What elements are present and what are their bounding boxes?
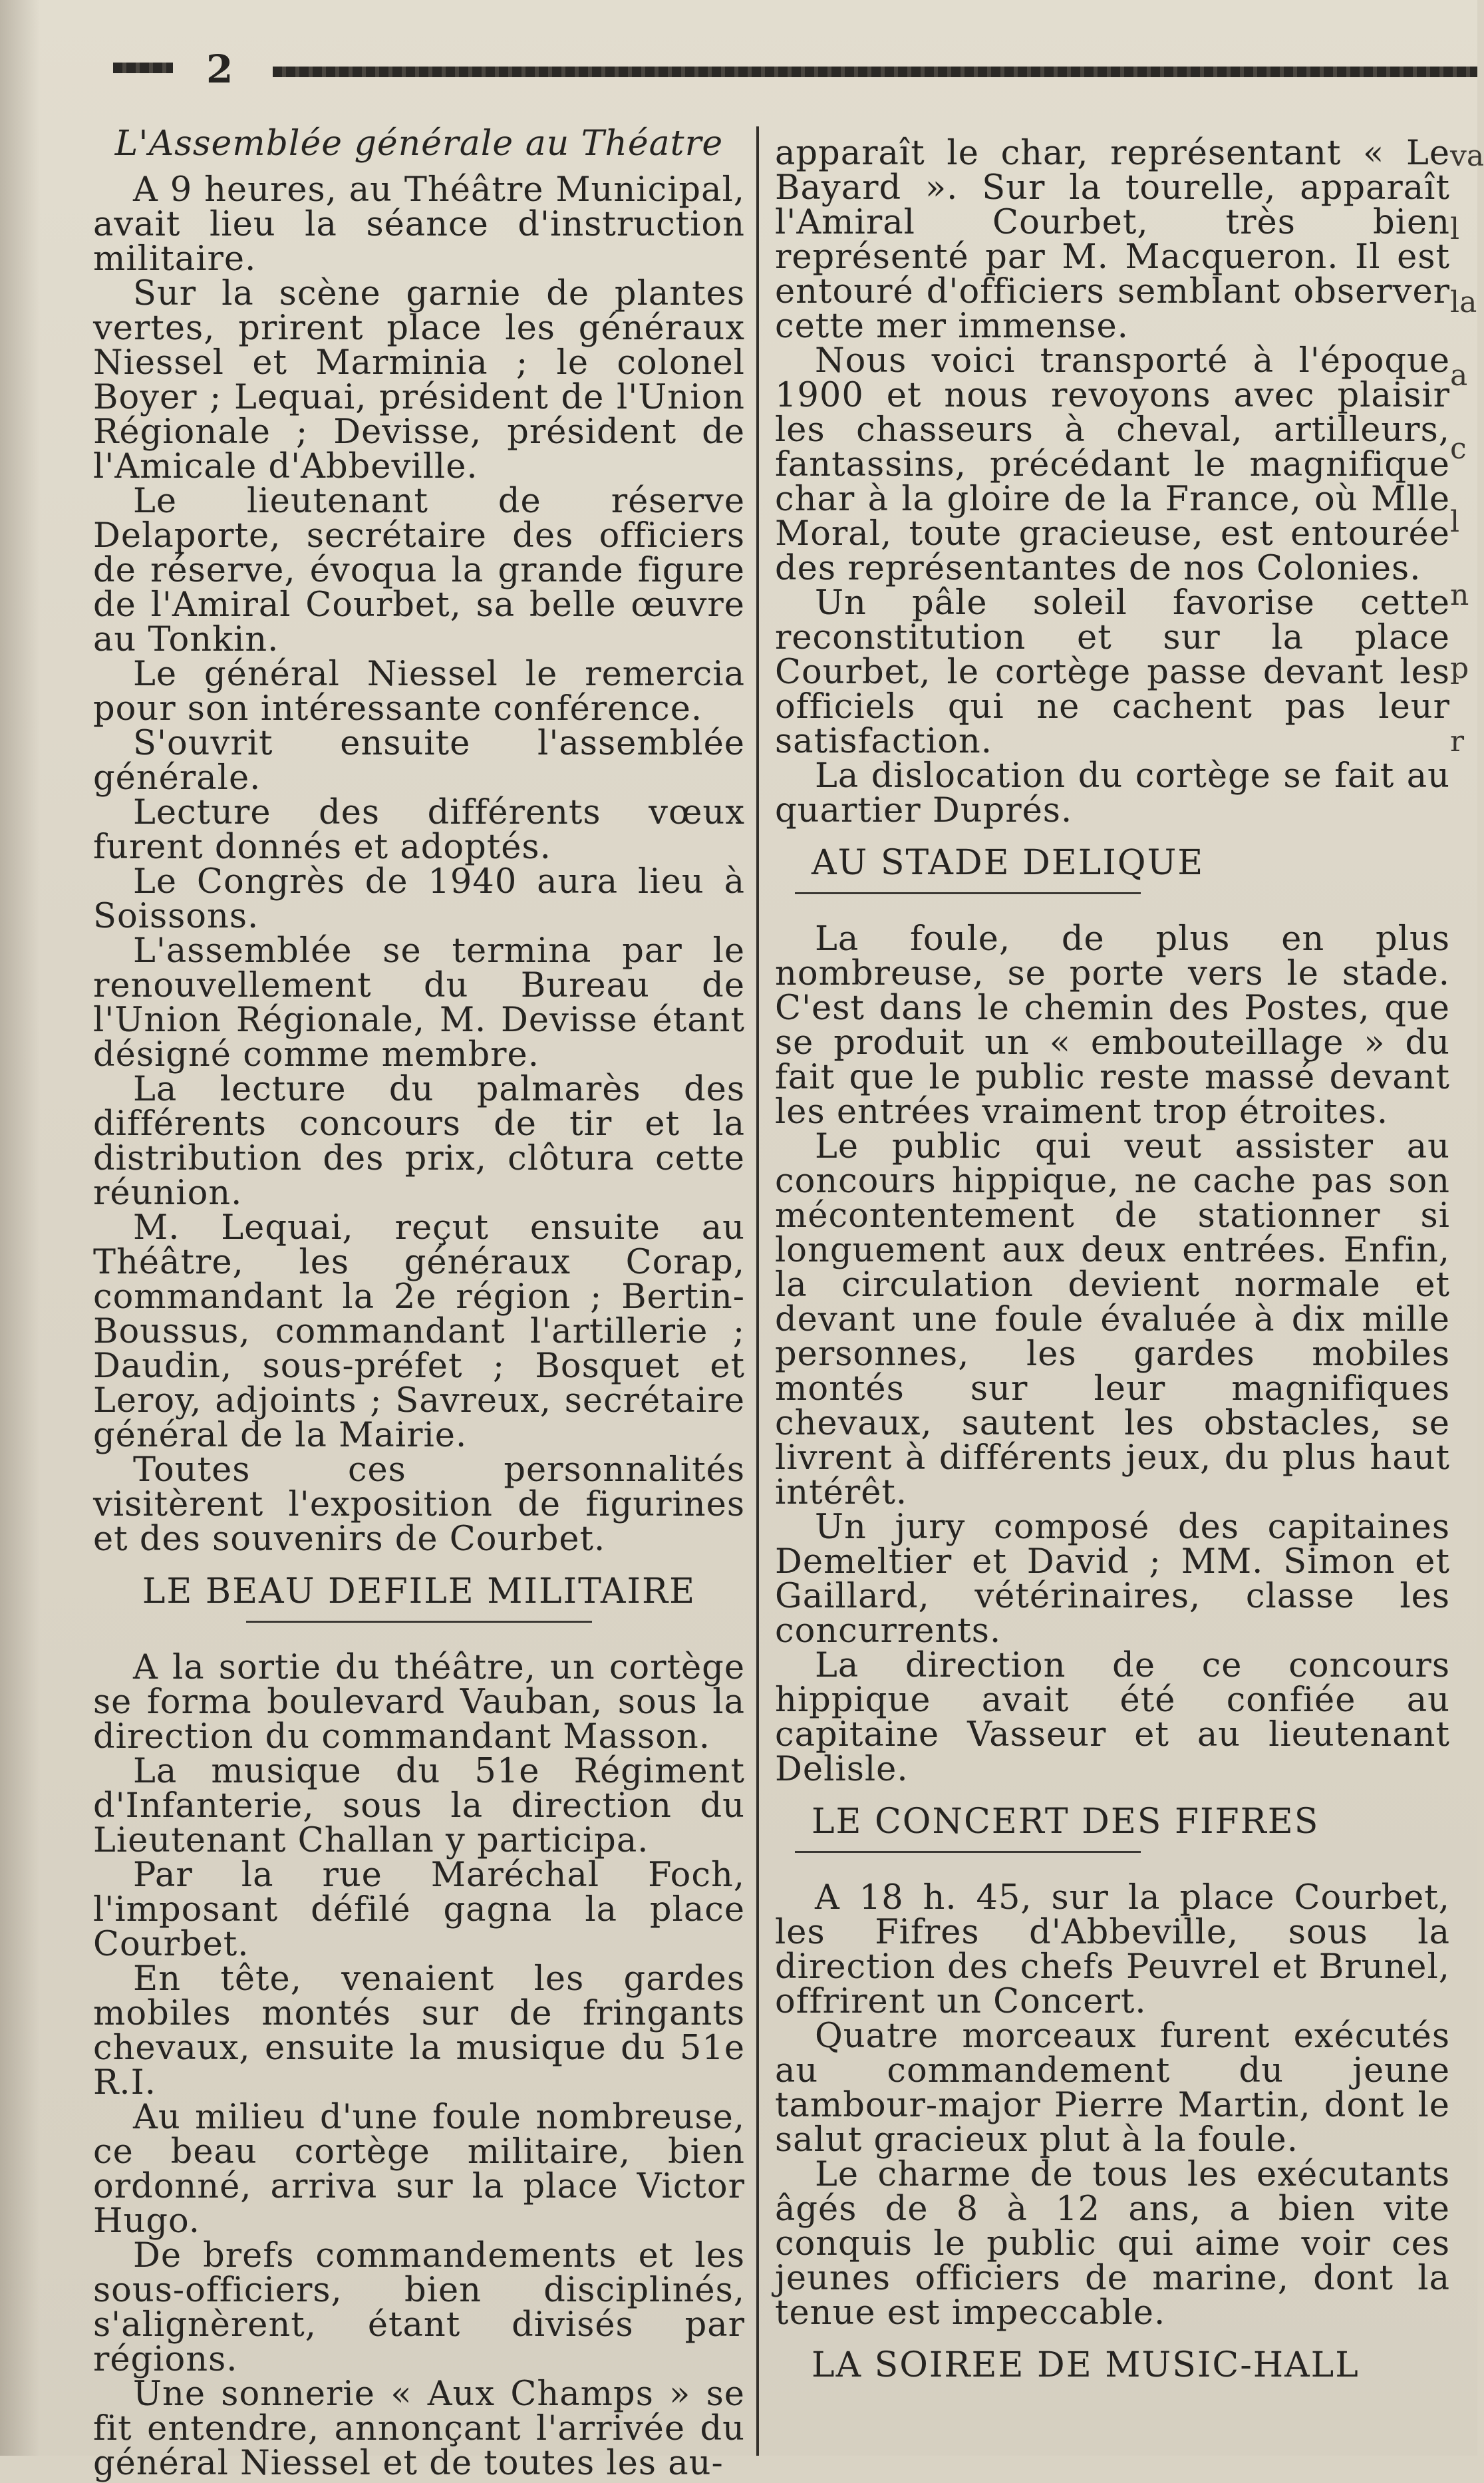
- paragraph: La foule, de plus en plus nombreuse, se porte vers le stade. C'est dans le chemin des Postes, que se produit un « embouteillage » du fait que le public reste massé devant les entrées vraiment trop étroites.: [775, 919, 1450, 1132]
- paragraph: La direction de ce concours hippique avait été confiée au capitaine Vasseur et au lieutenant Delisle.: [775, 1646, 1450, 1789]
- section-continued-body: [775, 136, 1450, 828]
- paragraph: A la sortie du théâtre, un cortège se forma boulevard Vauban, sous la direction du commandant Masson.: [93, 1648, 745, 1756]
- section-title-music-hall: LA SOIREE DE MUSIC-HALL: [812, 2345, 1360, 2385]
- section-rule: [246, 1621, 592, 1623]
- paragraph: La musique du 51e Régiment d'Infanterie, sous la direction du Lieutenant Challan y participa.: [93, 1752, 745, 1860]
- paragraph: Le lieutenant de réserve Delaporte, secrétaire des officiers de réserve, évoqua la grande figure de l'Amiral Courbet, sa belle œuvre au Tonkin.: [93, 482, 745, 659]
- edge-fragment-text: l: [1450, 212, 1460, 246]
- paragraph: La dislocation du cortège se fait au quartier Duprés.: [775, 756, 1450, 830]
- paragraph: A 9 heures, au Théâtre Municipal, avait lieu la séance d'instruction militaire.: [93, 170, 745, 279]
- paragraph: Lecture des différents vœux furent donnés et adoptés.: [93, 793, 745, 867]
- paragraph: En tête, venaient les gardes mobiles montés sur de fringants chevaux, ensuite la musique du 51e R.I.: [93, 1959, 745, 2102]
- edge-fragment-text: n: [1450, 578, 1469, 612]
- paragraph: Le Congrès de 1940 aura lieu à Soissons.: [93, 862, 745, 936]
- edge-fragment-text: a: [1450, 359, 1468, 393]
- paragraph: De brefs commandements et les sous-officiers, bien disciplinés, s'alignèrent, étant divisés par régions.: [93, 2236, 745, 2379]
- edge-fragment-text: p: [1450, 651, 1469, 685]
- section-rule: [795, 1851, 1141, 1853]
- paragraph: Nous voici transporté à l'époque 1900 et nous revoyons avec plaisir les chasseurs à cheval, artilleurs, fantassins, précédant le magnifique char à la gloire de la France, où Mlle Moral, toute gracieuse, est entourée des représentantes de nos Colonies.: [775, 341, 1450, 588]
- section-title-assemblee: L'Assemblée générale au Théatre: [114, 124, 724, 164]
- column-divider: [756, 126, 759, 2456]
- section-title-stade: AU STADE DELIQUE: [812, 843, 1205, 883]
- paragraph: L'assemblée se termina par le renouvellement du Bureau de l'Union Régionale, M. Devisse étant désigné comme membre.: [93, 931, 745, 1075]
- edge-fragment-text: r: [1450, 725, 1465, 758]
- paragraph: Une sonnerie « Aux Champs » se fit entendre, annonçant l'arrivée du général Niessel et de toutes les au-: [93, 2375, 745, 2483]
- paragraph: Un jury composé des capitaines Demeltier et David ; MM. Simon et Gaillard, vétérinaires, classe les concurrents.: [775, 1508, 1450, 1651]
- section-defile-body: [93, 1648, 745, 2483]
- page-fold-shadow: [0, 0, 40, 2456]
- paragraph: A 18 h. 45, sur la place Courbet, les Fifres d'Abbeville, sous la direction des chefs Peuvrel et Brunel, offrirent un Concert.: [775, 1878, 1450, 2021]
- section-rule: [795, 892, 1141, 894]
- section-title-fifres: LE CONCERT DES FIFRES: [812, 1802, 1320, 1842]
- column-right: [775, 136, 1450, 2395]
- paragraph: Au milieu d'une foule nombreuse, ce beau cortège militaire, bien ordonné, arriva sur la place Victor Hugo.: [93, 2098, 745, 2241]
- header-rule-left: [113, 63, 173, 73]
- section-title-defile: LE BEAU DEFILE MILITAIRE: [142, 1572, 696, 1611]
- section-stade-body: [775, 919, 1450, 1789]
- paragraph: Sur la scène garnie de plantes vertes, prirent place les généraux Niessel et Marminia ; le colonel Boyer ; Lequai, président de l'Union Régionale ; Devisse, président de l'Amicale d'Abbeville.: [93, 274, 745, 486]
- edge-fragment-text: va: [1450, 139, 1484, 173]
- edge-fragment-text: l: [1450, 505, 1460, 539]
- paragraph: Le public qui veut assister au concours hippique, ne cache pas son mécontentement de stationner si longuement aux deux entrées. Enfin, la circulation devient normale et devant une foule évaluée à dix mille personnes, les gardes mobiles montés sur leur magnifiques chevaux, sautent les obstacles, se livrent à différents jeux, du plus haut intérêt.: [775, 1127, 1450, 1512]
- edge-fragment-text: c: [1450, 432, 1467, 466]
- page-header: [113, 47, 1477, 92]
- paragraph: Quatre morceaux furent exécutés au commandement du jeune tambour-major Pierre Martin, dont le salut gracieux plut à la foule.: [775, 2017, 1450, 2160]
- paragraph: M. Lequai, reçut ensuite au Théâtre, les généraux Corap, commandant la 2e région ; Bertin-Boussus, commandant l'artillerie ; Daudin, sous-préfet ; Bosquet et Leroy, adjoints ; Savreux, secrétaire général de la Mairie.: [93, 1208, 745, 1455]
- paragraph: Par la rue Maréchal Foch, l'imposant défilé gagna la place Courbet.: [93, 1856, 745, 1964]
- paragraph: Le charme de tous les exécutants âgés de 8 à 12 ans, a bien vite conquis le public qui aime voir ces jeunes officiers de marine, dont la tenue est impeccable.: [775, 2155, 1450, 2333]
- section-assemblee-body: [93, 170, 745, 1559]
- paragraph: Un pâle soleil favorise cette reconstitution et sur la place Courbet, le cortège passe devant les officiels qui ne cachent pas leur satisfaction.: [775, 583, 1450, 761]
- paragraph: S'ouvrit ensuite l'assemblée générale.: [93, 724, 745, 798]
- section-fifres-body: [775, 1878, 1450, 2333]
- column-left: [93, 126, 745, 2481]
- paragraph: Toutes ces personnalités visitèrent l'exposition de figurines et des souvenirs de Courbet.: [93, 1450, 745, 1559]
- adjacent-column-fragment: [1450, 120, 1484, 2456]
- paragraph: La lecture du palmarès des différents concours de tir et la distribution des prix, clôtura cette réunion.: [93, 1070, 745, 1213]
- edge-fragment-text: la: [1450, 285, 1477, 319]
- paragraph: apparaît le char, représentant « Le Bayard ». Sur la tourelle, apparaît l'Amiral Courbet, très bien représenté par M. Macqueron. Il est entouré d'officiers semblant observer cette mer immense.: [775, 134, 1450, 346]
- page-number: 2: [206, 47, 233, 92]
- paragraph: Le général Niessel le remercia pour son intéressante conférence.: [93, 655, 745, 729]
- header-rule: [273, 67, 1477, 77]
